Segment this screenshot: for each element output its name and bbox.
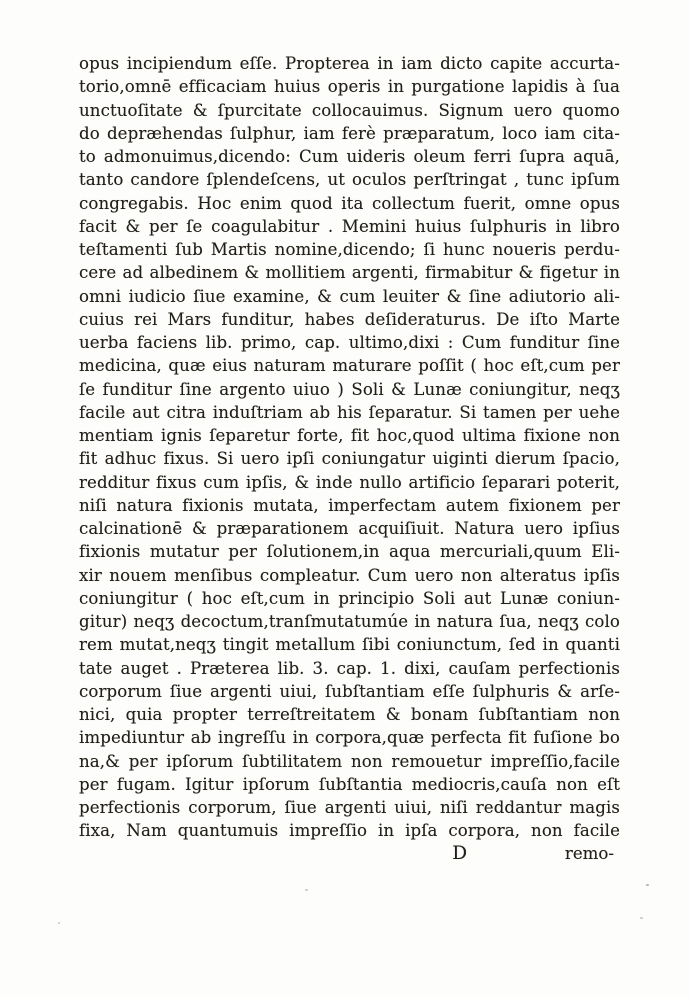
text-line: facit & per ſe coagulabitur . Memini huius ſulphuris in libro — [79, 216, 620, 236]
text-line: corporum ſiue argenti uiui, ſubſtantiam eſſe ſulphuris & arſe- — [79, 681, 620, 701]
text-line: nici, quia propter terreſtreitatem & bonam ſubſtantiam non — [79, 705, 620, 724]
text-line: cere ad albedinem & mollitiem argenti, firmabitur & figetur in — [79, 263, 620, 283]
text-line: rem mutat,neqʒ tingit metallum ſibi coniunctum, ſed in quanti — [79, 635, 620, 655]
text-line: perfectionis corporum, ſiue argenti uiui, niſi reddantur magis — [79, 798, 620, 817]
scan-speck — [305, 889, 308, 891]
text-line: opus incipiendum eſſe. Propterea in iam dicto capite accurta- — [79, 54, 620, 73]
text-line: unctuoſitate & ſpurcitate collocauimus. Signum uero quomo — [79, 100, 620, 120]
text-line: teſtamenti ſub Martis nomine,dicendo; ſi hunc noueris perdu- — [79, 240, 620, 259]
text-line: omni iudicio ſiue examine, & cum leuiter & ſine adiutorio ali- — [79, 286, 620, 306]
text-line: tate auget . Præterea lib. 3. cap. 1. dixi, cauſam perfectionis — [79, 658, 620, 678]
text-line: medicina, quæ eius naturam maturare poſſit ( hoc eſt,cum per — [79, 356, 620, 376]
text-line: fixa, Nam quantumuis impreſſio in ipſa corpora, non facile — [79, 821, 620, 841]
text-line: niſi natura fixionis mutata, imperfectam autem fixionem per — [79, 495, 620, 515]
scan-speck — [646, 884, 649, 886]
text-line: to admonuimus,dicendo: Cum uideris oleum ferri ſupra aquā, — [79, 147, 620, 166]
text-line: redditur fixus cum ipſis, & inde nullo artificio ſeparari poterit, — [79, 472, 620, 492]
text-block — [79, 52, 620, 843]
text-line: na,& per ipſorum ſubtilitatem non remouetur impreſſio,facile — [79, 751, 620, 771]
text-line: mentiam ignis ſeparetur forte, fit hoc,quod ultima fixione non — [79, 426, 620, 445]
text-line: fit adhuc fixus. Si uero ipſi coniungatur uiginti dierum ſpacio, — [79, 449, 620, 469]
signature-line — [79, 842, 620, 866]
text-line: facile aut citra induſtriam ab his ſeparatur. Si tamen per uehe — [79, 402, 620, 422]
signature-mark: D — [452, 843, 468, 864]
text-line: cuius rei Mars funditur, habes deſideraturus. De iſto Marte — [79, 309, 620, 329]
text-line: ſe funditur ſine argento uiuo ) Soli & Lunæ coniungitur, neqʒ — [79, 379, 620, 399]
text-line: impediuntur ab ingreſſu in corpora,quæ perfecta fit fuſione bo — [79, 728, 620, 748]
text-line: tanto candore ſplendeſcens, ut oculos perſtringat , tunc ipſum — [79, 170, 620, 190]
text-line: per fugam. Igitur ipſorum ſubſtantia mediocris,cauſa non eſt — [79, 774, 620, 794]
text-line: fixionis mutatur per ſolutionem,in aqua mercuriali,quum Eli- — [79, 542, 620, 562]
text-line: calcinationē & præparationem acquiſiuit. Natura uero ipſius — [79, 519, 620, 538]
text-line: xir nouem menſibus compleatur. Cum uero non alteratus ipſis — [79, 565, 620, 585]
text-line: coniungitur ( hoc eſt,cum in principio Soli aut Lunæ coniun- — [79, 588, 620, 608]
text-line: uerba faciens lib. primo, cap. ultimo,dixi : Cum funditur ſine — [79, 333, 620, 352]
scan-speck — [58, 922, 60, 924]
text-line: torio,omnē efficaciam huius operis in purgatione lapidis à ſua — [79, 77, 620, 97]
scan-speck — [640, 917, 643, 919]
text-line: congregabis. Hoc enim quod ita collectum fuerit, omne opus — [79, 193, 620, 213]
text-line: do depræhendas ſulphur, iam ferè præparatum, loco iam cita- — [79, 123, 620, 143]
catchword: remo- — [564, 844, 614, 863]
text-line: gitur) neqʒ decoctum,tranſmutatumúe in natura ſua, neqʒ colo — [79, 612, 620, 631]
